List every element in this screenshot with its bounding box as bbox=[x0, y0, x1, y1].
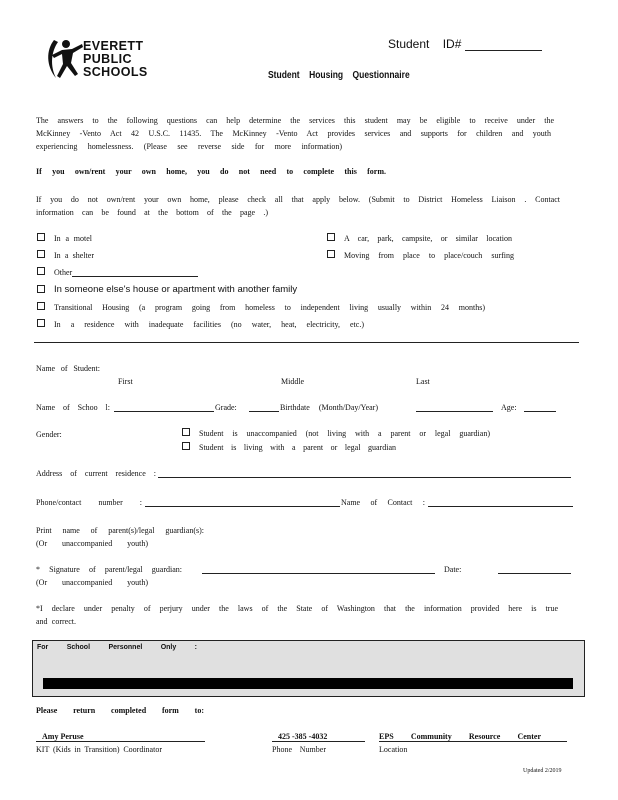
motel-label: In a motel bbox=[54, 234, 92, 243]
instructions-line-2: information can be found at the bottom of the page .) bbox=[36, 208, 268, 217]
age-label: Age: bbox=[501, 403, 517, 412]
school-personnel-box bbox=[32, 640, 585, 697]
gender-label: Gender: bbox=[36, 430, 62, 439]
with-parent-label: Student is living with a parent or legal guardian bbox=[199, 443, 396, 452]
moving-label: Moving from place to place/couch surfing bbox=[344, 251, 514, 260]
contact-phone: 425 -385 -4032 bbox=[278, 732, 328, 741]
updated-note: Updated 2/2019 bbox=[523, 768, 562, 774]
logo-line-1: EVERETT bbox=[83, 39, 144, 53]
shelter-label: In a shelter bbox=[54, 251, 94, 260]
transitional-checkbox[interactable] bbox=[37, 302, 45, 310]
contact-title: KIT (Kids in Transition) Coordinator bbox=[36, 745, 162, 754]
declaration-line-2: and correct. bbox=[36, 617, 76, 626]
location-label: Location bbox=[379, 745, 408, 754]
someone-else-checkbox[interactable] bbox=[37, 285, 45, 293]
school-personnel-label: For School Personnel Only : bbox=[37, 644, 197, 651]
other-field[interactable] bbox=[72, 276, 198, 277]
logo-line-2: PUBLIC bbox=[83, 52, 132, 66]
intro-line-2: McKinney -Vento Act 42 U.S.C. 11435. The McKinney -Vento Act provides services and supports for children and youth bbox=[36, 129, 551, 138]
contact-location: EPS Community Resource Center bbox=[379, 732, 541, 741]
district-logo bbox=[42, 36, 172, 88]
signature-sublabel: (Or unaccompanied youth) bbox=[36, 578, 148, 587]
age-field[interactable] bbox=[524, 411, 556, 412]
unaccompanied-checkbox[interactable] bbox=[182, 428, 190, 436]
date-label: Date: bbox=[444, 565, 462, 574]
return-to-label: Please return completed form to: bbox=[36, 706, 204, 715]
school-field[interactable] bbox=[114, 411, 214, 412]
transitional-label: Transitional Housing (a program going from homeless to independent living usually within 24 months) bbox=[54, 303, 485, 312]
name-of-contact-label: Name of Contact : bbox=[341, 498, 425, 507]
middle-label: Middle bbox=[281, 377, 305, 386]
date-field[interactable] bbox=[498, 573, 571, 574]
grade-field[interactable] bbox=[249, 411, 279, 412]
own-home-notice: If you own/rent your own home, you do not need to complete this form. bbox=[36, 167, 386, 176]
shelter-checkbox[interactable] bbox=[37, 250, 45, 258]
other-checkbox[interactable] bbox=[37, 267, 45, 275]
last-label: Last bbox=[416, 377, 430, 386]
phone-field[interactable] bbox=[145, 506, 340, 507]
student-id-label: Student ID# bbox=[388, 37, 462, 51]
name-of-school-label: Name of Schoo l: bbox=[36, 403, 110, 412]
form-title: Student Housing Questionnaire bbox=[268, 70, 410, 81]
someone-else-label: In someone else's house or apartment with another family bbox=[54, 284, 298, 295]
section-divider bbox=[34, 342, 579, 343]
phone-number-label: Phone Number bbox=[272, 745, 326, 754]
birthdate-field[interactable] bbox=[416, 411, 493, 412]
runner-figure-icon bbox=[42, 36, 86, 88]
contact-name-line bbox=[36, 741, 205, 742]
other-label: Other bbox=[54, 268, 73, 277]
moving-checkbox[interactable] bbox=[327, 250, 335, 258]
address-label: Address of current residence : bbox=[36, 469, 156, 478]
contact-phone-line bbox=[272, 741, 365, 742]
intro-line-1: The answers to the following questions can help determine the services this student may be eligible to receive under the bbox=[36, 116, 554, 125]
inadequate-label: In a residence with inadequate facilities (no water, heat, electricity, etc.) bbox=[54, 320, 364, 329]
first-label: First bbox=[118, 377, 133, 386]
contact-field[interactable] bbox=[428, 506, 573, 507]
car-checkbox[interactable] bbox=[327, 233, 335, 241]
contact-location-line bbox=[379, 741, 567, 742]
name-of-student-label: Name of Student: bbox=[36, 364, 100, 373]
grade-label: Grade: bbox=[215, 403, 237, 412]
inadequate-checkbox[interactable] bbox=[37, 319, 45, 327]
intro-line-3: experiencing homelessness. (Please see reverse side for more information) bbox=[36, 142, 342, 151]
print-name-sublabel: (Or unaccompanied youth) bbox=[36, 539, 148, 548]
school-personnel-field[interactable] bbox=[43, 678, 573, 689]
with-parent-checkbox[interactable] bbox=[182, 442, 190, 450]
signature-field[interactable] bbox=[202, 573, 435, 574]
signature-label: * Signature of parent/legal guardian: bbox=[36, 565, 182, 574]
instructions-line-1: If you do not own/rent your own home, please check all that apply below. (Submit to District Homeless Liaison . Contact bbox=[36, 195, 560, 204]
unaccompanied-label: Student is unaccompanied (not living with a parent or legal guardian) bbox=[199, 429, 490, 438]
contact-name: Amy Peruse bbox=[42, 732, 84, 741]
declaration-line-1: *I declare under penalty of perjury under the laws of the State of Washington that the information provided here is true bbox=[36, 604, 558, 613]
address-field[interactable] bbox=[158, 477, 571, 478]
motel-checkbox[interactable] bbox=[37, 233, 45, 241]
logo-line-3: SCHOOLS bbox=[83, 65, 148, 79]
car-label: A car, park, campsite, or similar location bbox=[344, 234, 512, 243]
birthdate-label: Birthdate (Month/Day/Year) bbox=[280, 403, 378, 412]
student-id-field[interactable] bbox=[465, 50, 542, 51]
print-name-label: Print name of parent(s)/legal guardian(s): bbox=[36, 526, 204, 535]
phone-label: Phone/contact number : bbox=[36, 498, 142, 507]
